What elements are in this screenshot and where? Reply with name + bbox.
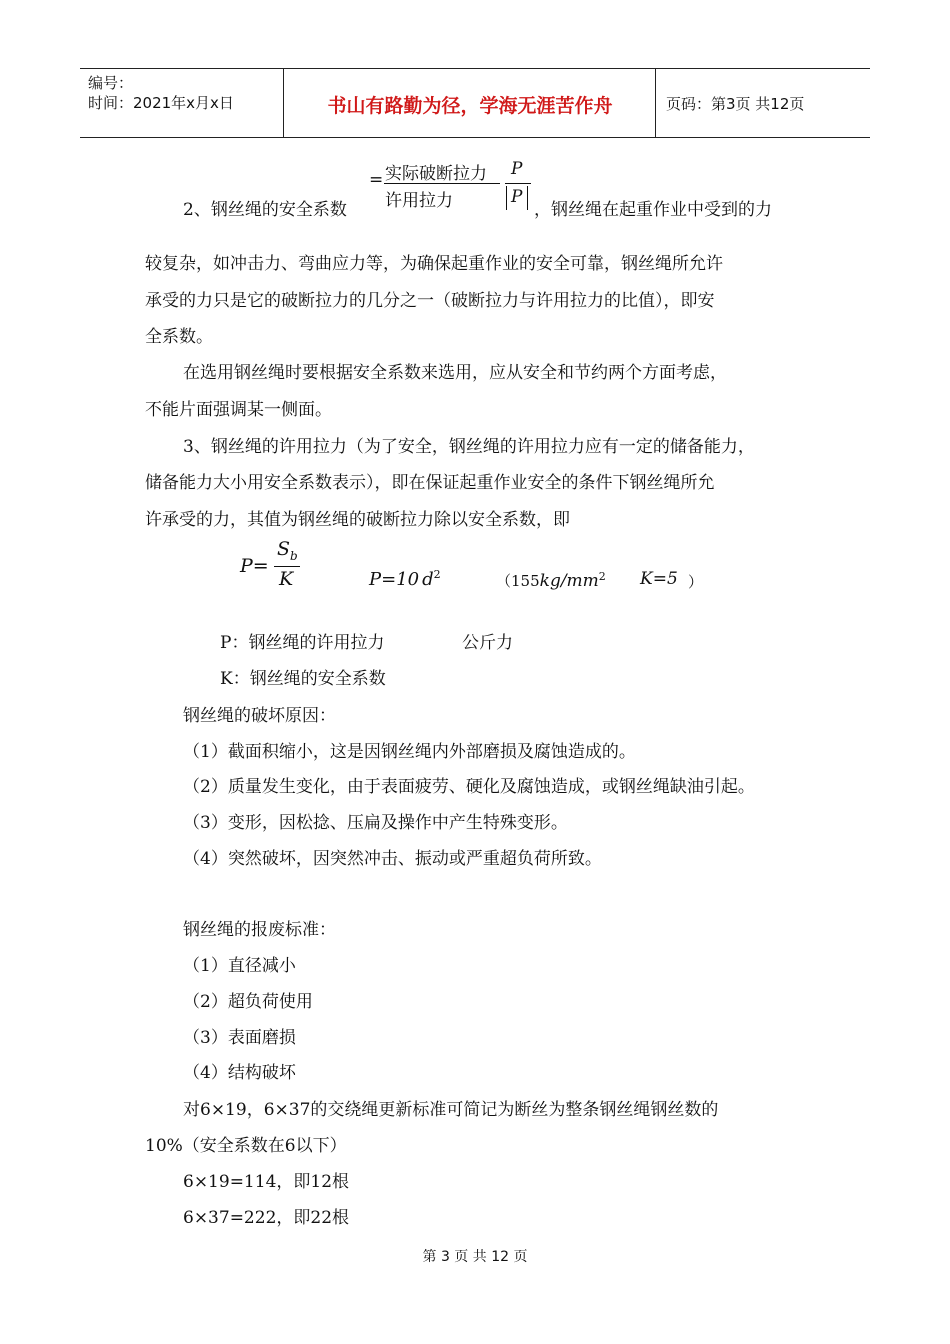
header-divider	[655, 69, 656, 137]
para-line: 较复杂，如冲击力、弯曲应力等，为确保起重作业的安全可靠，钢丝绳所允许	[145, 254, 723, 274]
scrap-item: （1）直径减小	[183, 956, 296, 976]
formula2-fraction-bar	[274, 566, 300, 567]
damage-item: （4）突然破坏，因突然冲击、振动或严重超负荷所致。	[183, 849, 602, 869]
header-motto: 书山有路勤为径，学海无涯苦作舟	[327, 95, 613, 117]
header-divider	[283, 69, 284, 137]
scrap-calc: 6×19=114，即12根	[183, 1172, 350, 1192]
para-line: 承受的力只是它的破断拉力的几分之一（破断拉力与许用拉力的比值），即安	[145, 291, 715, 311]
para-line: 在选用钢丝绳时要根据安全系数来选用，应从安全和节约两个方面考虑，	[183, 363, 727, 383]
scrap-item: （2）超负荷使用	[183, 992, 313, 1012]
fraction-numerator: 实际破断拉力	[385, 164, 487, 184]
formula2-close: ）	[688, 573, 704, 591]
header-time-label: 时间：2021年x月x日	[88, 94, 234, 112]
para-line: 全系数。	[145, 327, 213, 347]
formula-equals: =	[369, 170, 384, 190]
para-1-start: 2、钢丝绳的安全系数	[183, 200, 347, 220]
scrap-item: （3）表面磨损	[183, 1028, 296, 1048]
fraction-denominator: 许用拉力	[385, 191, 453, 211]
header-id-label: 编号：	[88, 74, 134, 92]
para-line: 储备能力大小用安全系数表示），即在保证起重作业安全的条件下钢丝绳所允	[145, 473, 715, 493]
def-p: P：钢丝绳的许用拉力	[220, 633, 385, 653]
scrap-title: 钢丝绳的报废标准：	[183, 920, 336, 940]
p-denominator: P	[511, 187, 523, 207]
p-numerator: P	[511, 159, 523, 179]
scrap-rule-line: 对6×19，6×37的交绕绳更新标准可简记为断丝为整条钢丝绳钢丝数的	[183, 1100, 719, 1120]
formula2-k: K=5	[640, 569, 678, 589]
para-line: 不能片面强调某一侧面。	[145, 400, 332, 420]
damage-title: 钢丝绳的破坏原因：	[183, 706, 336, 726]
formula2-numerator: $S_b$	[277, 538, 298, 563]
scrap-calc: 6×37=222，即22根	[183, 1208, 350, 1228]
formula2-mid: P=10 $d^2$	[369, 568, 441, 590]
fraction-bar	[384, 183, 500, 184]
formula2-condition: （$155kg/mm^2$	[496, 570, 606, 591]
p-fraction-bar	[505, 183, 531, 184]
para-line: 许承受的力，其值为钢丝绳的破断拉力除以安全系数，即	[145, 510, 570, 530]
damage-item: （2）质量发生变化，由于表面疲劳、硬化及腐蚀造成，或钢丝绳缺油引起。	[183, 777, 755, 797]
def-k: K：钢丝绳的安全系数	[220, 669, 386, 689]
para-1-end: ，钢丝绳在起重作业中受到的力	[534, 200, 772, 220]
header-page-label: 页码：第3页 共12页	[666, 95, 805, 113]
formula2-lhs: P=	[240, 555, 269, 577]
formula2-denominator: K	[279, 568, 294, 590]
damage-item: （3）变形，因松捻、压扁及操作中产生特殊变形。	[183, 813, 568, 833]
scrap-rule-line: 10%（安全系数在6以下）	[145, 1136, 347, 1156]
page-footer: 第 3 页 共 12 页	[422, 1249, 528, 1265]
header-meta	[88, 73, 234, 113]
damage-item: （1）截面积缩小，这是因钢丝绳内外部磨损及腐蚀造成的。	[183, 742, 636, 762]
def-p-unit: 公斤力	[462, 633, 513, 653]
page-header	[80, 68, 870, 138]
scrap-item: （4）结构破坏	[183, 1063, 296, 1083]
para-line: 3、钢丝绳的许用拉力（为了安全，钢丝绳的许用拉力应有一定的储备能力，	[183, 437, 755, 457]
